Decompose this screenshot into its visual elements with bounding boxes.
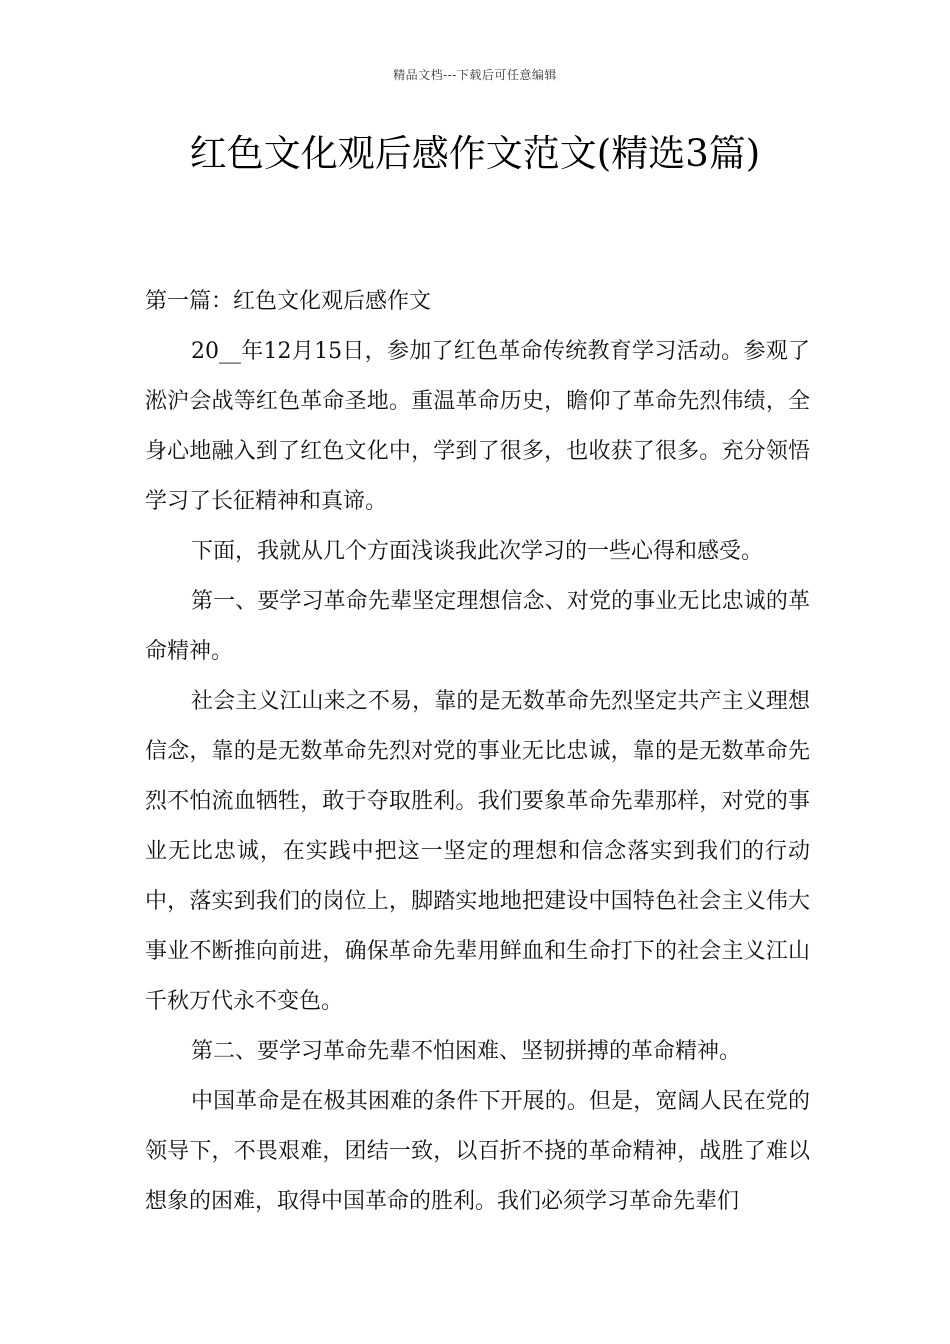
paragraph: 下面，我就从几个方面浅谈我此次学习的一些心得和感受。: [191, 539, 764, 564]
header-note: 精品文档---下载后可任意编辑: [393, 68, 557, 82]
section-heading: 第一篇：红色文化观后感作文: [145, 289, 432, 314]
document-title: 红色文化观后感作文范文(精选3篇): [189, 132, 761, 175]
paragraph: 中国革命是在极其困难的条件下开展的。但是，宽阔人民在党的领导下，不畏艰难，团结一致，以百折不挠的革命精神，战胜了难以想象的困难，取得中国革命的胜利。我们必须学习革命先辈们: [145, 1089, 810, 1214]
paragraph: 第一、要学习革命先辈坚定理想信念、对党的事业无比忠诚的革命精神。: [145, 589, 810, 664]
paragraph: 第二、要学习革命先辈不怕困难、坚韧拼搏的革命精神。: [191, 1039, 742, 1064]
document-body: [145, 277, 810, 1227]
paragraph: 社会主义江山来之不易，靠的是无数革命先烈坚定共产主义理想信念，靠的是无数革命先烈对党的事业无比忠诚，靠的是无数革命先烈不怕流血牺牲，敢于夺取胜利。我们要象革命先辈那样，对党的事业无比忠诚，在实践中把这一坚定的理想和信念落实到我们的行动中，落实到我们的岗位上，脚踏实地地把建设中国特色社会主义伟大事业不断推向前进，确保革命先辈用鲜血和生命打下的社会主义江山千秋万代永不变色。: [145, 689, 810, 1014]
paragraph: 20__年12月15日，参加了红色革命传统教育学习活动。参观了淞沪会战等红色革命圣地。重温革命历史，瞻仰了革命先烈伟绩，全身心地融入到了红色文化中，学到了很多，也收获了很多。充分领悟学习了长征精神和真谛。: [145, 339, 810, 514]
